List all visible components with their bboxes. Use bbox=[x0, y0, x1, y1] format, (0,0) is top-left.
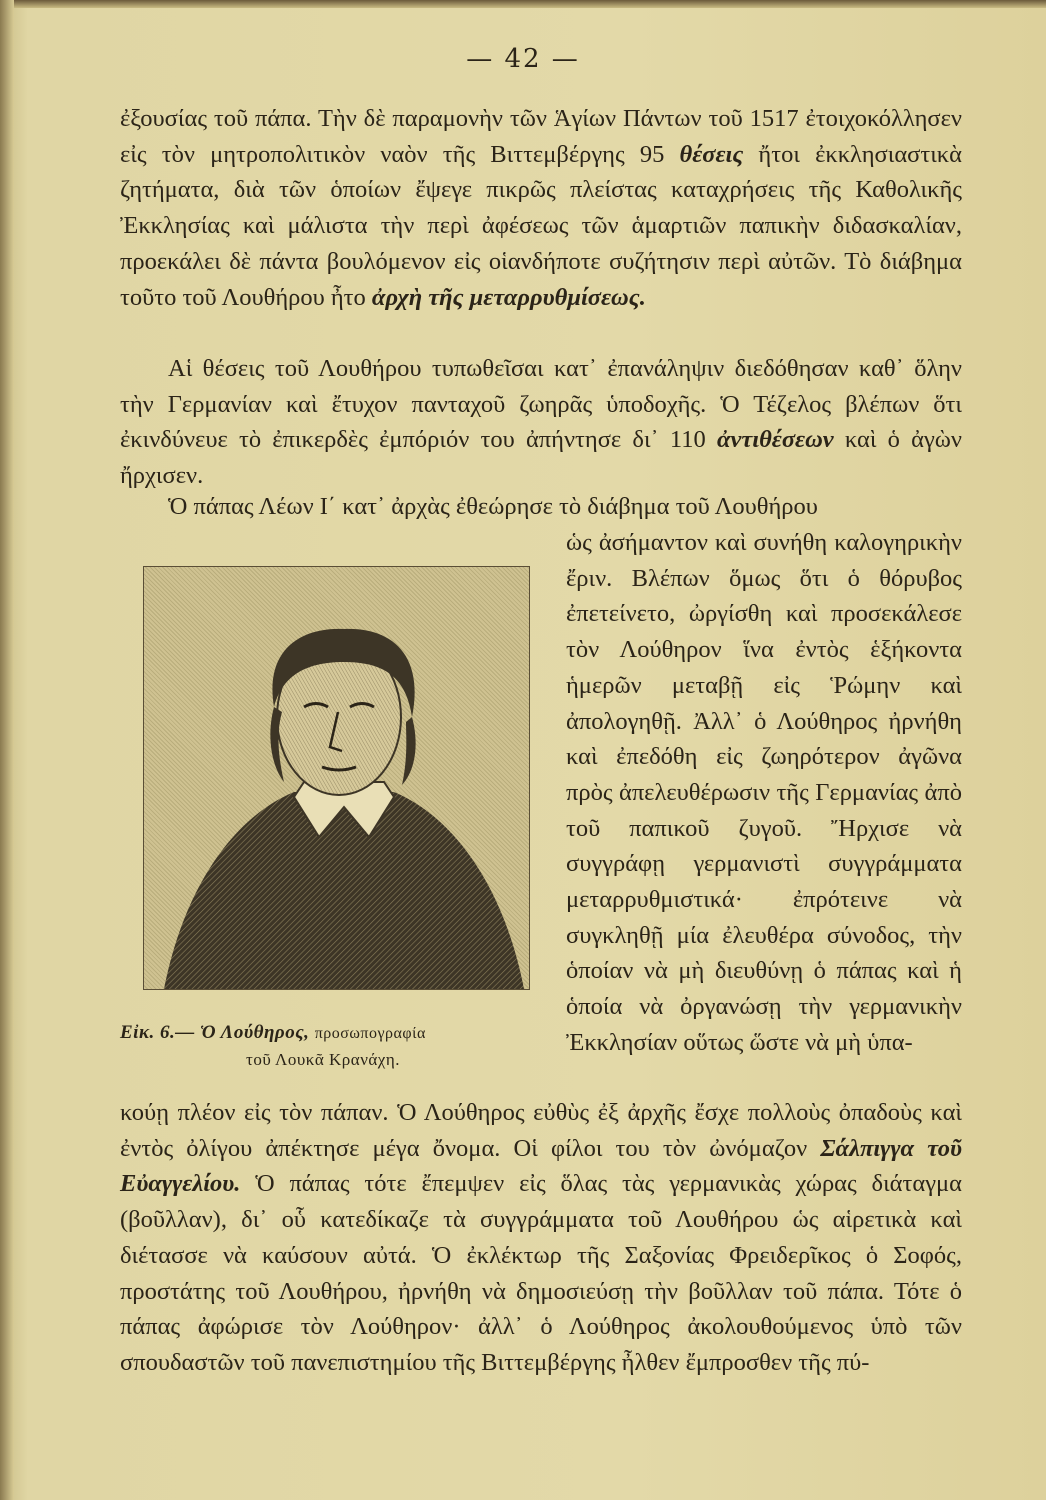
figure-description: προσωπογραφία bbox=[314, 1025, 426, 1042]
coat-shape bbox=[164, 792, 524, 989]
paragraph-text: Ὁ πάπας Λέων Ι΄ κατ᾽ ἀρχὰς ἐθεώρησε τὸ διάβημα τοῦ Λουθήρου bbox=[168, 493, 818, 520]
paragraph-text: κούῃ πλέον εἰς τὸν πάπαν. Ὁ Λούθηρος εὐθὺς ἐξ ἀρχῆς ἔσχε πολλοὺς ὀπαδοὺς καὶ ἐντὸς ὀλίγου ἀπέκτησε μέγα ὄνομα. Οἱ φίλοι του τὸν ὠνόμαζον bbox=[120, 1099, 962, 1162]
emphasis-trumpet: Σάλπιγγα τοῦ Εὐαγγελίου. bbox=[120, 1134, 962, 1198]
figure-credit: τοῦ Λουκᾶ Κρανάχη. bbox=[246, 1050, 400, 1069]
luther-portrait-engraving bbox=[143, 566, 530, 990]
paragraph-pope-leo-wrapped bbox=[566, 525, 962, 1061]
paragraph-text: ἤτοι ἐκκλησιαστικὰ ζητήματα, διὰ τῶν ὁποίων ἔψεγε πικρῶς πλείστας καταχρήσεις τῆς Καθολικῆς Ἐκκλησίας καὶ μάλιστα τὴν περὶ ἀφέσεως τῶν ἁμαρτιῶν παπικὴν διδασκαλίαν, προεκάλει δὲ πάντα βουλόμενον εἰς οἱανδήποτε συζήτησιν περὶ αὐτῶν. Τὸ διάβημα τοῦτο τοῦ Λουθήρου ἦτο bbox=[120, 140, 962, 311]
emphasis-theses: θέσεις bbox=[679, 140, 744, 168]
page-number: — 42 — bbox=[466, 44, 580, 74]
paragraph-text: Ὁ πάπας τότε ἔπεμψεν εἰς ὅλας τὰς γερμανικὰς χώρας διάταγμα (βοῦλλαν), δι᾽ οὗ κατεδίκαζε τὰ συγγράμματα τοῦ Λουθήρου ὡς αἱρετικὰ καὶ διέτασσε νὰ καύσουν αὐτά. Ὁ ἐκλέκτωρ τῆς Σαξονίας Φρειδερῖκος ὁ Σοφός, προστάτης τοῦ Λουθήρου, ἠρνήθη νὰ δημοσιεύσῃ τὴν βοῦλλαν τοῦ πάπα. Τότε ὁ πάπας ἀφώρισε τὸν Λούθηρον· ἀλλ᾽ ὁ Λούθηρος ἀκολουθούμενος ὑπὸ τῶν σπουδαστῶν τοῦ πανεπιστημίου τῆς Βιττεμβέργης ἦλθεν ἔμπροσθεν τῆς πύ- bbox=[120, 1170, 962, 1376]
paragraph-bull bbox=[120, 1095, 962, 1381]
paragraph-pope-leo-first-line bbox=[120, 489, 962, 525]
paragraph-text: καὶ ὁ ἀγὼν ἤρχισεν. bbox=[120, 426, 962, 490]
figure-label: Εἰκ. 6.— bbox=[120, 1022, 195, 1043]
portrait-illustration bbox=[144, 567, 529, 989]
paragraph-text: ὡς ἀσήμαντον καὶ συνήθη καλογηρικὴν ἔριν. Βλέπων ὅμως ὅτι ὁ θόρυβος ἐπετείνετο, ὠργίσθη καὶ προσεκάλεσε τὸν Λούθηρον ἵνα ἐντὸς ἑξήκοντα ἡμερῶν μεταβῇ εἰς Ῥώμην καὶ ἀπολογηθῇ. Ἀλλ᾽ ὁ Λούθηρος ἠρνήθη καὶ ἐπεδόθη εἰς ζωηρότερον ἀγῶνα πρὸς ἀπελευθέρωσιν τῆς Γερμανίας ἀπὸ τοῦ παπικοῦ ζυγοῦ. Ἤρχισε νὰ συγγράφῃ γερμανιστὶ συγγράμματα μεταρρυθμιστικά· ἐπρότεινε νὰ συγκληθῇ μία ἐλευθέρα σύνοδος, τὴν ὁποίαν νὰ μὴ διευθύνῃ ὁ πάπας καὶ ἡ ὁποία νὰ ὀργανώσῃ τὴν γερμανικὴν Ἐκκλησίαν οὕτως ὥστε νὰ μὴ ὑπα- bbox=[566, 529, 962, 1056]
emphasis-antitheses: ἀντιθέσεων bbox=[716, 426, 834, 454]
paragraph-tetzel bbox=[120, 351, 962, 494]
figure-caption bbox=[120, 1022, 566, 1070]
emphasis-reformation: ἀρχὴ τῆς μεταρρυθμίσεως. bbox=[371, 283, 646, 311]
page-top-edge bbox=[0, 0, 1046, 8]
paragraph-text: ἐξουσίας τοῦ πάπα. Τὴν δὲ παραμονὴν τῶν Ἁγίων Πάντων τοῦ 1517 ἐτοιχοκόλλησεν εἰς τὸν μητροπολιτικὸν ναὸν τῆς Βιττεμβέργης 95 bbox=[120, 105, 962, 168]
paragraph-theses bbox=[120, 101, 962, 315]
figure-name: Ὁ Λούθηρος, bbox=[200, 1022, 310, 1043]
paragraph-text: Αἱ θέσεις τοῦ Λουθήρου τυπωθεῖσαι κατ᾽ ἐπανάληψιν διεδόθησαν καθ᾽ ὅλην τὴν Γερμανίαν καὶ ἔτυχον πανταχοῦ ζωηρᾶς ὑποδοχῆς. Ὁ Τέζελος βλέπων ὅτι ἐκινδύνευε τὸ ἐπικερδὲς ἐμπόριόν του ἀπήντησε δι᾽ 110 bbox=[120, 355, 962, 454]
page-binding-edge bbox=[0, 0, 14, 1500]
